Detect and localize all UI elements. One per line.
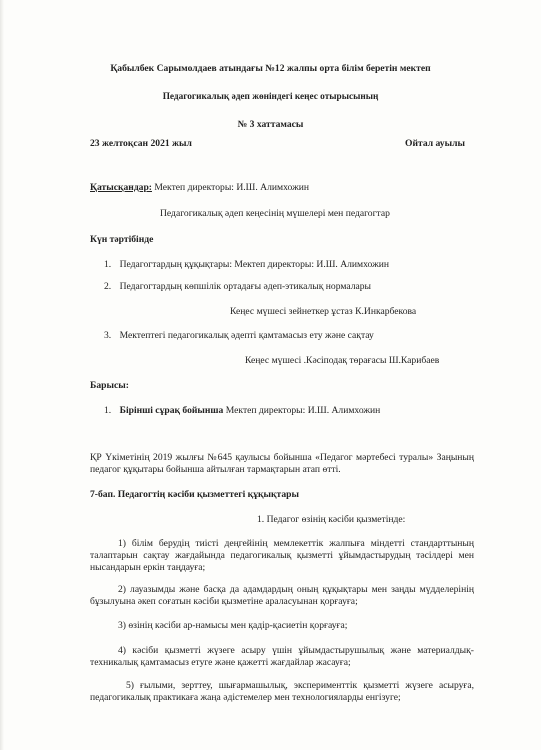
agenda-speaker: Кеңес мүшесі зейнеткер ұстаз К.Инкарбекова bbox=[230, 306, 417, 317]
agenda-item-text: Мектептегі педагогикалық әдепті қамтамасыз ету және сақтау bbox=[119, 330, 374, 341]
proceedings-item-bold: Бірінші сұрақ бойынша bbox=[119, 405, 224, 416]
agenda-item-text: Педагогтардың құқықтары: Мектеп директоры: И.Ш. Алимхожин bbox=[119, 259, 389, 270]
chapter-heading: 7-бап. Педагогтің кәсіби қызметтегі құқықтары bbox=[90, 489, 299, 500]
rights-item: 2) лауазымды және басқа да адамдардың оның құқықтары мен заңды мүдделерінің бұзылуына әкеп соғатын кәсіби қызметіне араласуынан қорғауға; bbox=[90, 584, 474, 607]
proceedings-item-text: Мектеп директоры: И.Ш. Алимхожин bbox=[223, 405, 381, 416]
rights-item: 4) кәсіби қызметті жүзеге асыру үшін ұйымдастырушылық және материалдық-техникалық қамтамасыз етуге және қажетті жағдайлар жасауға; bbox=[90, 645, 474, 668]
rights-item: 5) ғылыми, зерттеу, шығармашылық, эксперименттік қызметті жүзеге асыруға, педагогикалық практикаға жаңа әдістемелер мен технологияларды енгізуге; bbox=[90, 680, 474, 703]
agenda-item bbox=[104, 259, 389, 271]
scan-edge bbox=[0, 0, 4, 750]
agenda-item-number: 3. bbox=[104, 330, 112, 341]
participants-line bbox=[90, 182, 309, 194]
agenda-speaker: Кеңес мүшесі .Кәсіподақ төрағасы Ш.Карибаев bbox=[245, 355, 440, 366]
agenda-item-number: 1. bbox=[104, 259, 112, 270]
protocol-date: 23 желтоқсан 2021 жыл bbox=[90, 138, 192, 149]
agenda-item-number: 2. bbox=[104, 281, 112, 292]
school-name: Қабылбек Сарымолдаев атындағы №12 жалпы орта білім беретін мектеп bbox=[110, 63, 431, 74]
proceedings-item-number: 1. bbox=[104, 405, 112, 416]
agenda-title: Күн тәртібінде bbox=[90, 234, 154, 245]
rights-item: 1) білім берудің тиісті деңгейінің мемлекеттік жалпыға міндетті стандарттының талаптарын сақтау жағдайында педагогикалық қызметті ұйымдастырудың тәсілдері мен нысандарын еркін таңдауға; bbox=[90, 538, 474, 573]
participants-members: Педагогикалық әдеп кеңесінің мүшелері мен педагогтар bbox=[160, 208, 390, 219]
agenda-item bbox=[104, 281, 371, 293]
protocol-place: Ойтал ауылы bbox=[405, 138, 465, 149]
proceedings-title: Барысы: bbox=[90, 380, 129, 391]
rights-item: 3) өзінің кәсіби ар-намысы мен қадір-қасиетін қорғауға; bbox=[118, 620, 348, 631]
proceedings-item bbox=[104, 405, 380, 417]
council-title: Педагогикалық әдеп жөніндегі кеңес отырысының bbox=[162, 92, 379, 102]
agenda-item-text: Педагогтардың көпшілік ортадағы әдеп-этикалық нормалары bbox=[119, 281, 371, 292]
participants-director: Мектеп директоры: И.Ш. Алимхожин bbox=[152, 182, 309, 193]
clause-heading: 1. Педагог өзінің кәсіби қызметінде: bbox=[257, 514, 406, 525]
protocol-number: № 3 хаттамасы bbox=[237, 119, 304, 130]
intro-paragraph: ҚР Үкіметінің 2019 жылғы №645 қаулысы бойынша «Педагог мәртебесі туралы» Заңының педагог құқытары бойынша айтылған тармақтарын атап өтті. bbox=[90, 452, 474, 475]
participants-label: Қатысқандар: bbox=[90, 182, 152, 193]
agenda-item bbox=[104, 330, 374, 342]
